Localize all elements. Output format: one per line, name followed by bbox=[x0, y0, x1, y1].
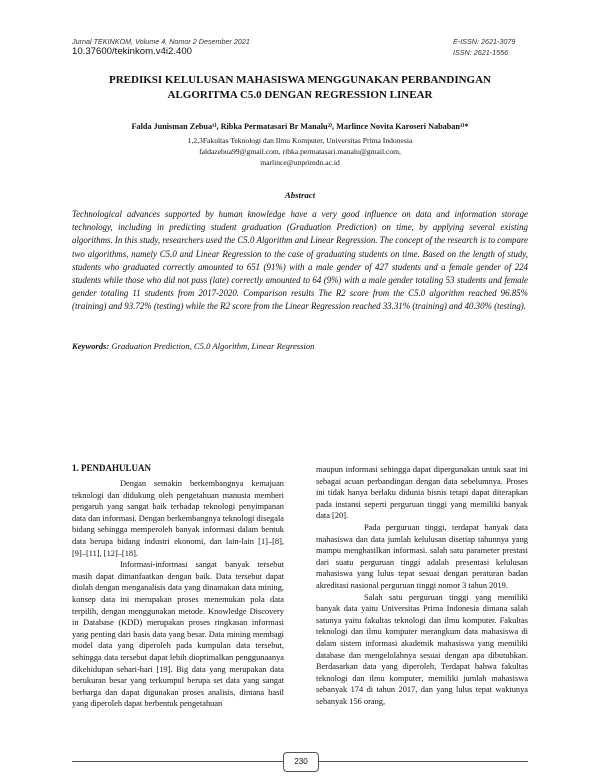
authors: Falda Junisman Zebua¹⁾, Ribka Permatasari Br Manalu²⁾, Marlince Novita Karoseri Nababan³⁾* bbox=[131, 122, 469, 131]
right-column bbox=[316, 464, 528, 707]
footer-rule-right bbox=[318, 761, 528, 762]
page-number: 230 bbox=[283, 752, 319, 772]
paragraph: Salah satu perguruan tinggi yang memiliki banyak data yaitu Universitas Prima Indonesia dimana salah satunya yaitu fakultas teknologi dan ilmu komputer. Fakultas teknologi dan ilmu komputer merangkum data mahasiswa di dalam sistem informasi akademik mahasiswa yang memiliki database dan mengelolahnya sesuai dengan apa dibutuhkan. Berdasarkan data yang diperoleh, Terdapat bahwa fakultas teknologi dan ilmu komputer, memiliki jumlah mahasiswa sebanyak 174 di tahun 2017, dan yang lulus tepat waktunya sebanyak 156 orang, bbox=[316, 592, 528, 706]
affiliation bbox=[60, 135, 540, 168]
keywords bbox=[72, 341, 528, 351]
paragraph: Informasi-informasi sangat banyak tersebut masih dapat dimanfaatkan dengan baik. Data tersebut dapat diolah dengan menganalisis data yang dinamakan data mining, konsep data ini merupakan proses menemukan pola data terpilih, dengan menggunakan metode. Knowledge Discovery in Database (KDD) merupakan proses ringkasan informasi yang penting dari basis data yang besar. Data mining membagi model data yang diperoleh pada kumpulan data tersebut, sehingga data tersebut dapat lebih dioptimalkan penggunaanya dikehidupan sehari-hari [19]. Big data yang merupakan data berukuran besar yang terkumpul berupa set data yang sangat berharga dan dapat digunakan proses analisis, dimana hasil yang diperoleh dapat berbentuk pengetahuan bbox=[72, 560, 284, 709]
email-line: marlince@unprimdn.ac.id bbox=[260, 158, 340, 167]
keywords-label: Keywords: bbox=[72, 341, 110, 351]
paragraph: Dengan semakin berkembangnya kemajuan teknologi dan didukung oleh pengetahuan manusia memberi pengaruh yang sangat baik terhadap teknologi penyimpanan data dan informasi. Dengan berkembangnya teknologi disegala bidang sehingga memperoleh banyak informasi dalam bentuk data berupa bidang industri ekonomi, dan lain-lain [1]–[8], [9]–[11], [12]–[18]. bbox=[72, 479, 284, 558]
journal-name: Jurnal TEKINKOM, Volume 4, Nomor 2 Desember 2021 bbox=[72, 37, 250, 46]
title-line-1: PREDIKSI KELULUSAN MAHASISWA MENGGUNAKAN PERBANDINGAN bbox=[109, 74, 491, 86]
footer-rule-left bbox=[72, 761, 283, 762]
section-heading: 1. PENDAHULUAN bbox=[72, 463, 152, 473]
affiliation-line: 1,2,3Fakultas Teknologi dan Ilmu Komputer, Universitas Prima Indonesia bbox=[187, 136, 413, 145]
left-column bbox=[72, 478, 284, 710]
title-line-2: ALGORITMA C5.0 DENGAN REGRESSION LINEAR bbox=[167, 88, 433, 101]
abstract-text: Technological advances supported by human knowledge have a very good influence on data and information storage technology, including in predicting student graduation (Graduation Prediction) on time, by applying several existing algorithms. In this study, researchers used the C5.0 Algorithm and Linear Regression. The concept of the research is to compare two algorithms, namely C5.0 and Linear Regression to the case of graduating students on time. Based on the length of study, students who graduated correctly amounted to 651 (91%) with a male gender of 427 students and a female gender of 224 students while those who did not pass (late) correctly amounted to 64 (9%) with a male gender totaling 53 students and female gender totaling 11 students from 2017-2020. Comparison results The R2 score from the C5.0 algorithm reached 96.85% (training) and 93.72% (testing) while the R2 score from the Linear Regression reached 33.31% (training) and 40.30% (testing). bbox=[72, 209, 528, 312]
abstract-heading: Abstract bbox=[284, 190, 316, 200]
eissn: E-ISSN: 2621-3079 bbox=[453, 37, 516, 46]
issn: ISSN: 2621-1556 bbox=[453, 48, 509, 57]
paragraph: Pada perguruan tinggi, terdapat banyak data mahasiswa dan data jumlah kelulusan disetiap tahunnya yang mampu menghasilkan informasi. salah satu parameter prestasi dari suatu perguruan tinggi adalah presentasi kelulusan mahasiswa yang lulus tepat sesuai dengan peraturan badan akreditasi nasional perguruan tinggi nomor 3 tahun 2019. bbox=[316, 522, 528, 590]
email-line: faldazebua99@gmail.com, ribka.permatasari.manalu@gmail.com, bbox=[199, 147, 401, 156]
doi: 10.37600/tekinkom.v4i2.400 bbox=[72, 46, 193, 57]
paper-title bbox=[60, 73, 540, 102]
keywords-value: Graduation Prediction, C5.0 Algorithm, Linear Regression bbox=[111, 341, 315, 351]
paragraph: maupun informasi sehingga dapat dipergunakan untuk saat ini sebagai acuan perbandingan dengan data sebelumnya. Proses ini tidak hanya berlaku didunia bisnis tetapi dapat diterapkan pada instansi seperti perguruan tinggi yang memiliki banyak data [20]. bbox=[316, 465, 528, 521]
